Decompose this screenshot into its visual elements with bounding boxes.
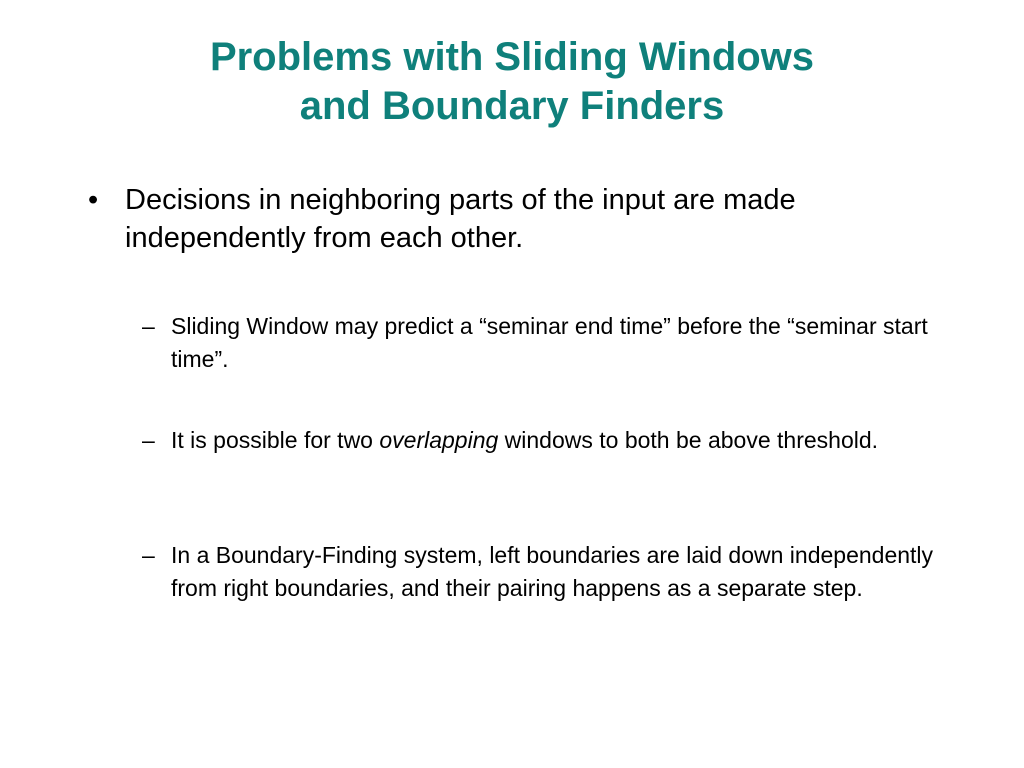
sub-bullet-1 (142, 310, 942, 376)
sub-bullet-2 (142, 424, 942, 457)
emphasis-overlapping: overlapping (379, 427, 499, 453)
dash-marker: – (142, 313, 155, 339)
main-bullet-text: Decisions in neighboring parts of the input are made independently from each other. (125, 184, 796, 254)
sub-bullet-3 (142, 539, 942, 605)
sub-bullet-1-text: Sliding Window may predict a “seminar end time” before the “seminar start time”. (171, 313, 928, 372)
bullet-marker: • (88, 184, 99, 216)
title-line-1: Problems with Sliding Windows (209, 35, 815, 79)
title-line-2: and Boundary Finders (299, 84, 725, 128)
sub-bullet-2-text-after: windows to both be above threshold. (498, 427, 879, 453)
slide-title (100, 33, 924, 131)
dash-marker: – (142, 427, 155, 453)
main-bullet (88, 181, 938, 257)
sub-bullet-3-text: In a Boundary-Finding system, left boundaries are laid down independently from right boundaries, and their pairing happens as a separate step. (171, 542, 934, 601)
sub-bullet-2-text-before: It is possible for two (171, 427, 380, 453)
sub-bullet-2-text (171, 424, 942, 457)
dash-marker: – (142, 542, 155, 568)
